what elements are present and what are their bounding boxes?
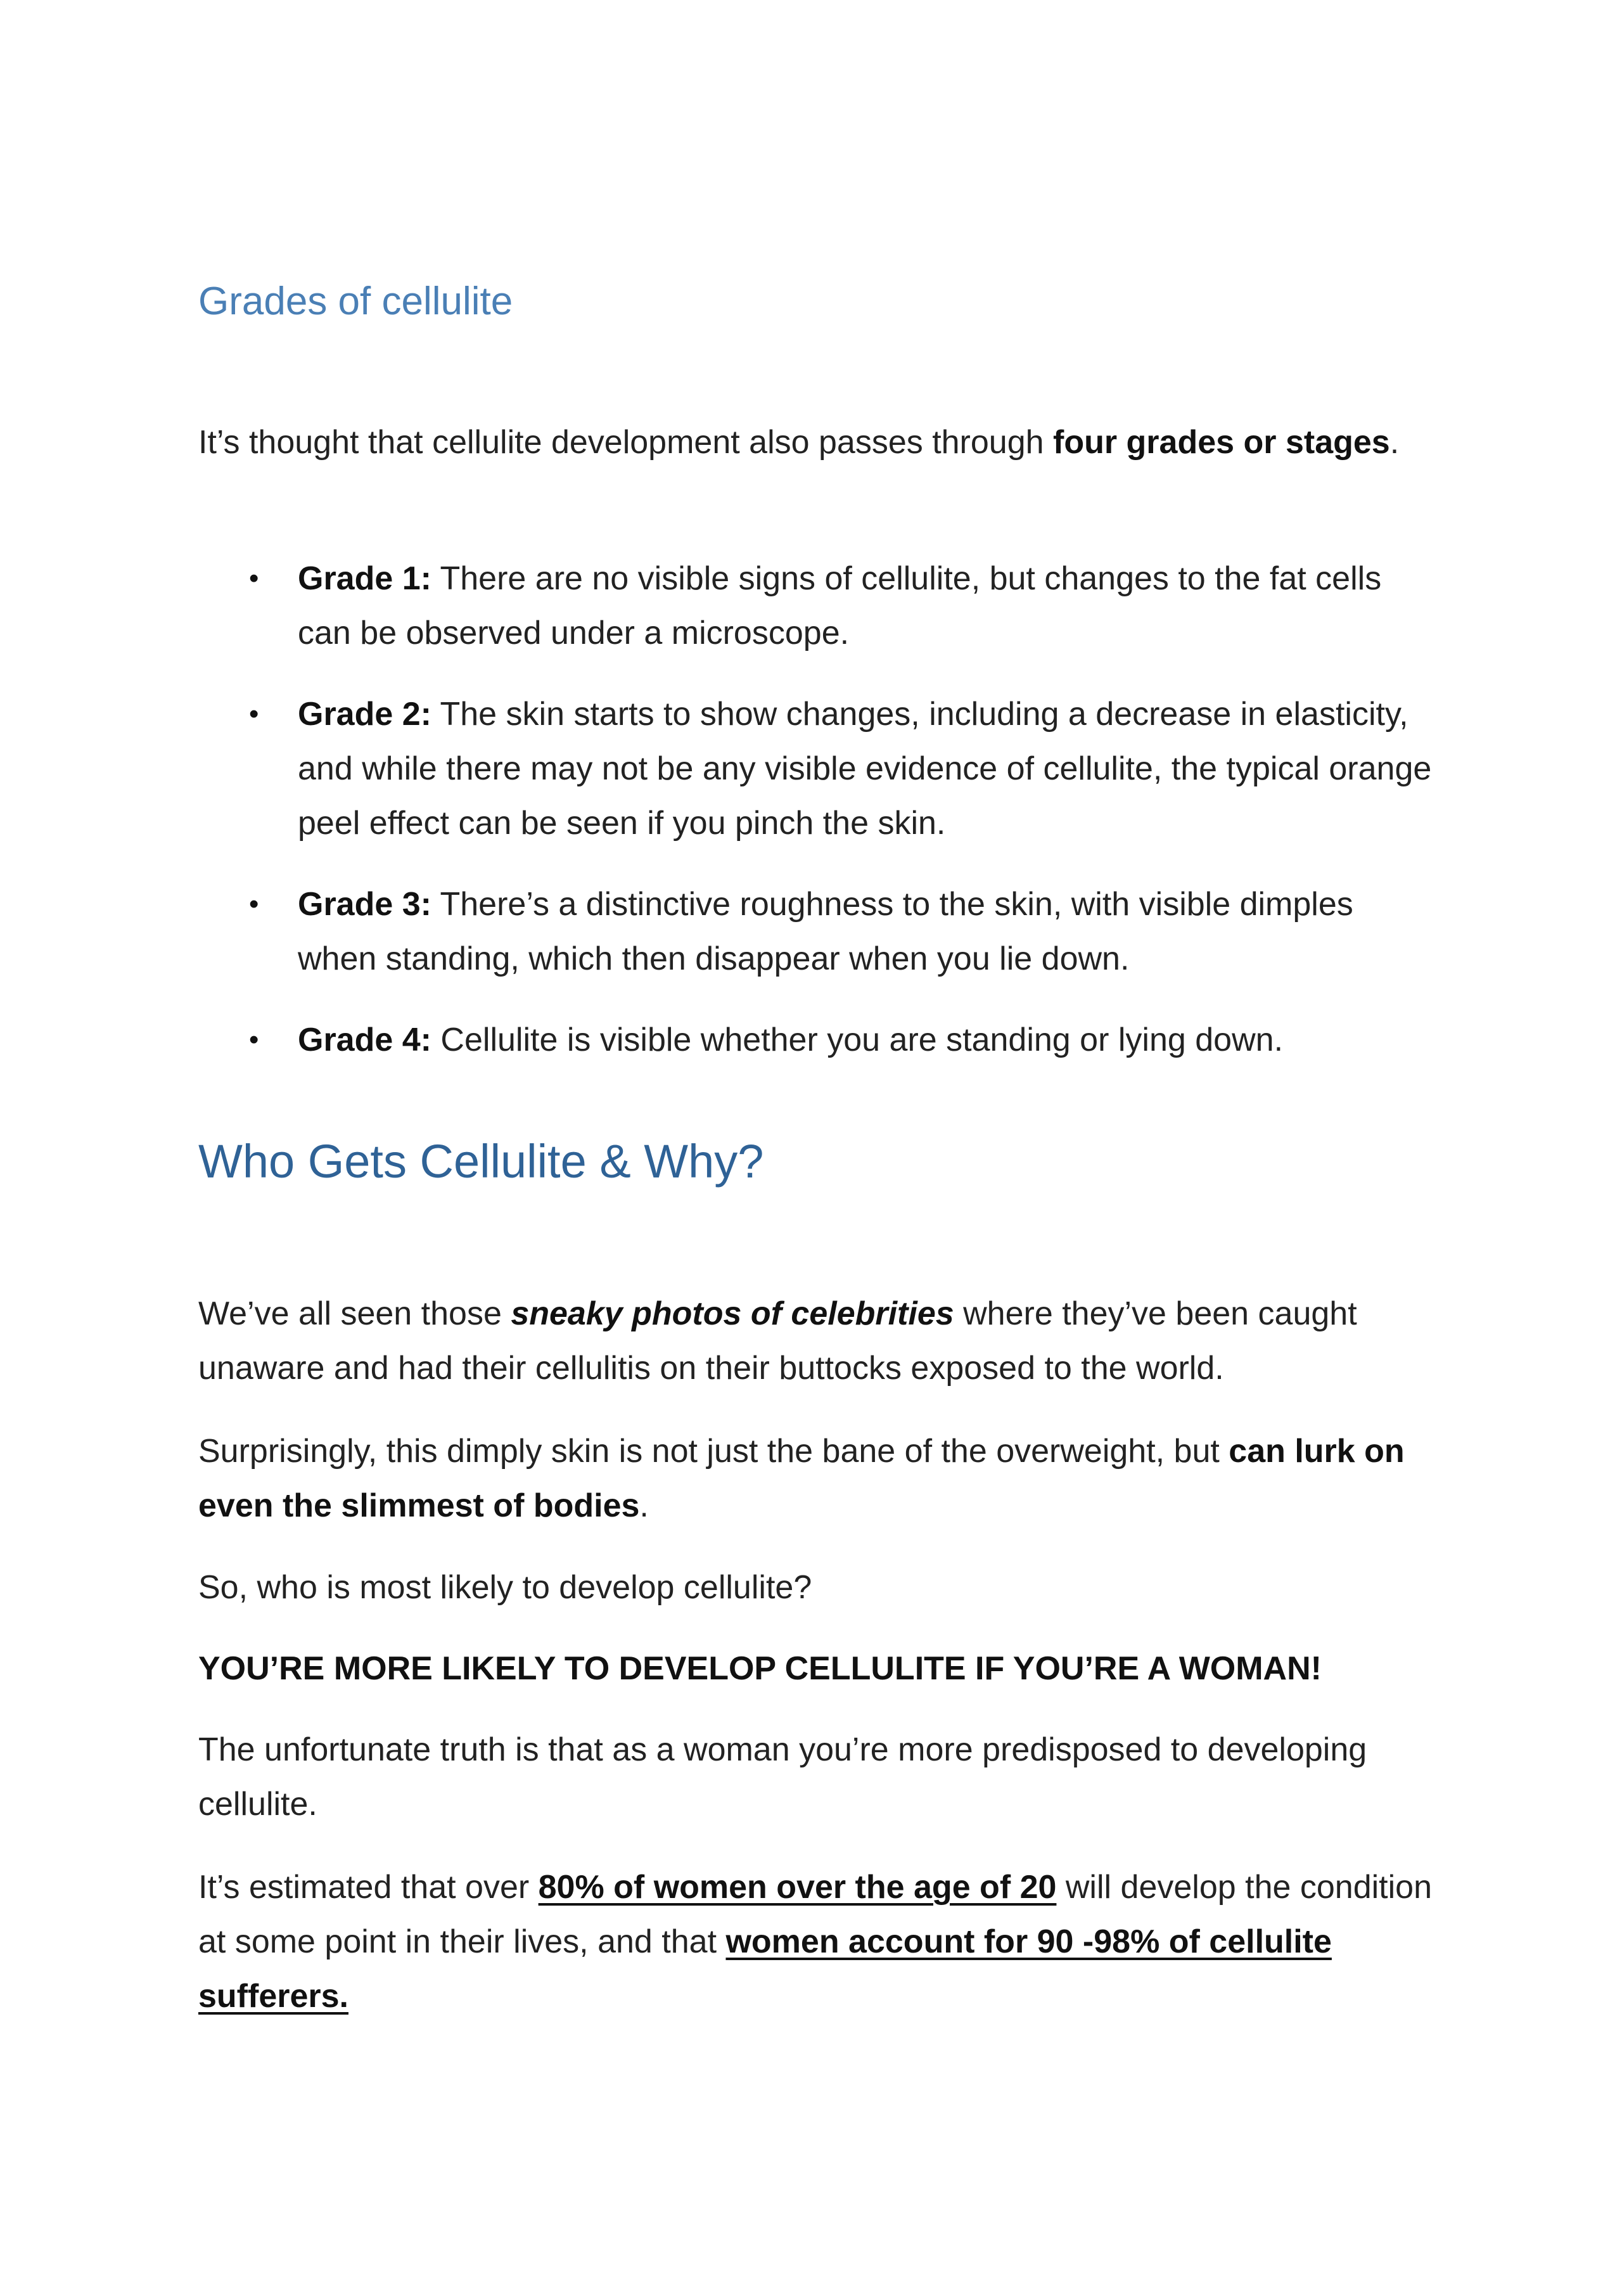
stat-link-80-percent[interactable]: 80% of women over the age of 20 [538, 1869, 1057, 1906]
bullet-icon: • [249, 563, 259, 594]
p2-text: Surprisingly, this dimply skin is not just the bane of the overweight, but [198, 1433, 1229, 1470]
grade-label: Grade 2: [298, 696, 431, 733]
heading-who-gets-cellulite: Who Gets Cellulite & Why? [198, 1135, 764, 1188]
paragraph-who-likely: So, who is most likely to develop cellulite? [198, 1569, 812, 1606]
p2-end-text: . [639, 1487, 649, 1524]
p2-bold-text: can lurk on even the slimmest of bodies [198, 1433, 1405, 1524]
intro-end-text: . [1389, 424, 1400, 461]
p1-emphasis: sneaky photos of celebrities [511, 1295, 954, 1332]
grade-description: Cellulite is visible whether you are standing or lying down. [431, 1022, 1284, 1058]
p1-text: We’ve all seen those [198, 1295, 511, 1332]
list-item-grade-1 [198, 551, 1440, 660]
paragraph-celebrities [198, 1286, 1440, 1395]
intro-paragraph [198, 415, 1440, 470]
paragraph-unfortunate-truth: The unfortunate truth is that as a woman you’re more predisposed to developing cellulite. [198, 1731, 1367, 1823]
paragraph-surprisingly [198, 1424, 1440, 1533]
grade-text [298, 560, 1381, 651]
grades-list [198, 551, 1440, 1094]
p6-mid-text: will develop the condition at some point in their lives, and that [198, 1869, 1433, 1960]
intro-text: It’s thought that cellulite development also passes through [198, 424, 1054, 461]
heading-grades-of-cellulite: Grades of cellulite [198, 279, 513, 323]
grade-description: There are no visible signs of cellulite, but changes to the fat cells can be observed under a microscope. [298, 560, 1382, 651]
p6-text: It’s estimated that over [198, 1869, 539, 1906]
grade-label: Grade 1: [298, 560, 431, 597]
grade-text [298, 1022, 1283, 1058]
grade-text [298, 696, 1431, 842]
bullet-icon: • [249, 888, 259, 920]
paragraph-estimated [198, 1860, 1440, 2023]
grade-label: Grade 4: [298, 1022, 431, 1058]
list-item-grade-3 [198, 877, 1440, 986]
list-item-grade-2 [198, 687, 1440, 850]
list-item-grade-4 [198, 1013, 1440, 1067]
bullet-icon: • [249, 698, 259, 729]
bullet-icon: • [249, 1024, 259, 1055]
grade-text [298, 886, 1353, 977]
grade-description: There’s a distinctive roughness to the skin, with visible dimples when standing, which then disappear when you lie down. [298, 886, 1353, 977]
stat-link-90-98-percent[interactable]: women account for 90 -98% of cellulite sufferers. [198, 1923, 1332, 2015]
grade-label: Grade 3: [298, 886, 431, 923]
intro-bold-text: four grades or stages [1053, 424, 1390, 461]
grade-description: The skin starts to show changes, including a decrease in elasticity, and while there may not be any visible evidence of cellulite, the typical orange peel effect can be seen if you pinch the skin. [298, 696, 1432, 842]
p1-end-text: where they’ve been caught unaware and had their cellulitis on their buttocks exposed to the world. [198, 1295, 1357, 1387]
paragraph-caps-woman: YOU’RE MORE LIKELY TO DEVELOP CELLULITE IF YOU’RE A WOMAN! [198, 1650, 1322, 1687]
